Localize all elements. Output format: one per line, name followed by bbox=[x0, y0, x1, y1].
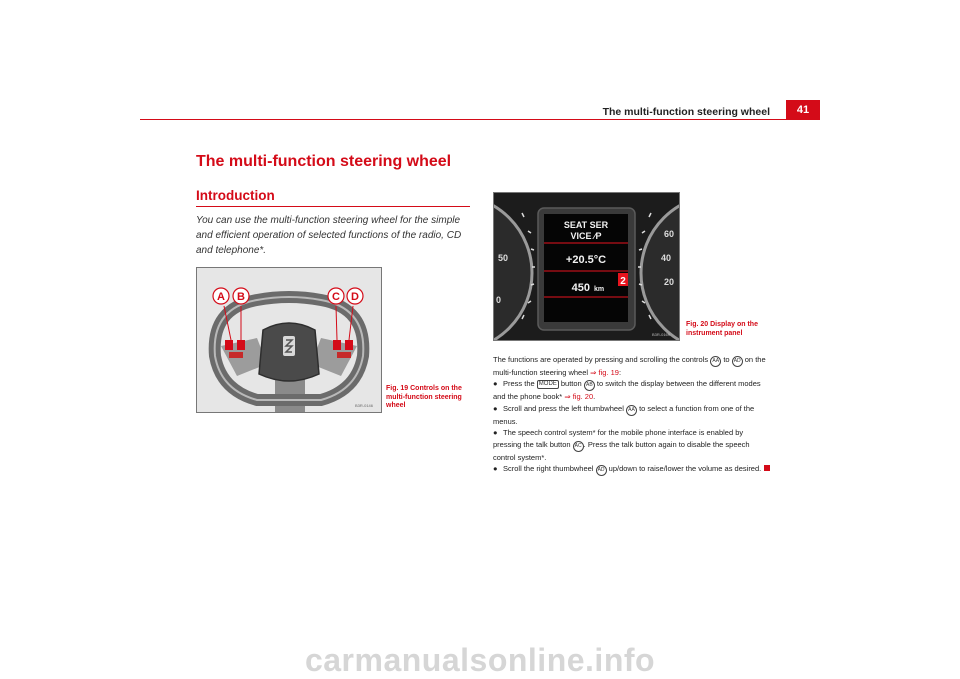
dial-right-60: 60 bbox=[664, 229, 675, 239]
figure-instrument-display bbox=[493, 192, 680, 341]
header-rule bbox=[140, 119, 820, 120]
control-ab-icon: AB bbox=[584, 380, 595, 391]
display-gear: 2 bbox=[620, 276, 626, 287]
intro-text: You can use the multi-function steering wheel for the simple and efficient operation of selected functions of the radio, CD and telephone*. bbox=[196, 215, 462, 256]
bullet-item: ● Scroll and press the left thumbwheel AA to select a function from one of the menus. bbox=[493, 403, 755, 426]
mode-key-icon: MODE bbox=[538, 381, 557, 388]
dial-left-50: 50 bbox=[498, 253, 509, 263]
fig20-link[interactable]: ⇒ fig. 20 bbox=[564, 392, 594, 402]
control-aa-icon: AA bbox=[710, 356, 721, 367]
bullet-icon: ● bbox=[493, 403, 498, 413]
display-distance-unit: km bbox=[594, 286, 605, 293]
control-ad-icon: AD bbox=[732, 356, 743, 367]
bullet-icon: ● bbox=[493, 379, 498, 389]
body-text bbox=[493, 354, 773, 476]
label-b: B bbox=[237, 291, 245, 303]
display-line2: VICE ∕P bbox=[570, 231, 602, 241]
label-d: D bbox=[351, 291, 359, 303]
dial-right-40: 40 bbox=[661, 253, 672, 263]
watermark: carmanualsonline.info bbox=[304, 642, 656, 678]
chapter-title: The multi-function steering wheel bbox=[196, 153, 452, 170]
steering-wheel-illustration bbox=[197, 268, 381, 412]
bullet-item: ● Scroll the right thumbwheel AD up/down to raise/lower the volume as desired. bbox=[493, 463, 773, 476]
section-end-icon bbox=[764, 465, 770, 471]
label-a: A bbox=[217, 291, 225, 303]
bullet-icon: ● bbox=[493, 464, 498, 474]
display-distance: 450 bbox=[571, 282, 590, 294]
figure-code: B3R-0169 bbox=[651, 332, 670, 337]
display-line1: SEAT SER bbox=[563, 220, 609, 230]
bullet-icon: ● bbox=[493, 428, 498, 438]
control-ad-icon: AD bbox=[596, 465, 607, 476]
figure-code: B3R-0146 bbox=[354, 403, 373, 408]
section-rule bbox=[196, 206, 470, 207]
instrument-display-illustration bbox=[494, 193, 679, 340]
label-c: C bbox=[332, 291, 340, 303]
section-title: Introduction bbox=[196, 188, 275, 203]
page-number: 41 bbox=[786, 100, 820, 119]
body-intro: The functions are operated by pressing and scrolling the controls AA to AD on the multi-function steering wheel ⇒ fig. 19: bbox=[493, 355, 766, 377]
figure-steering-wheel bbox=[196, 267, 382, 413]
fig19-link[interactable]: ⇒ fig. 19 bbox=[590, 368, 619, 377]
figure19-caption: Fig. 19 Controls on the multi-function steering wheel bbox=[386, 385, 462, 409]
dial-left-0: 0 bbox=[496, 295, 502, 305]
bullet-item: ● The speech control system* for the mobile phone interface is enabled by pressing the talk button AC . Press the talk button again to disable the speech control system*. bbox=[493, 428, 750, 462]
control-ac-icon: AC bbox=[573, 441, 584, 452]
display-temperature: +20.5°C bbox=[565, 254, 607, 266]
running-header-title: The multi-function steering wheel bbox=[602, 106, 770, 118]
dial-right-20: 20 bbox=[664, 277, 675, 287]
control-aa-icon: AA bbox=[626, 405, 637, 416]
bullet-item: ● Press the MODE button AB to switch the display between the different modes and the phone book* ⇒ fig. 20. bbox=[493, 379, 761, 402]
figure20-caption: Fig. 20 Display on the instrument panel bbox=[686, 321, 758, 337]
